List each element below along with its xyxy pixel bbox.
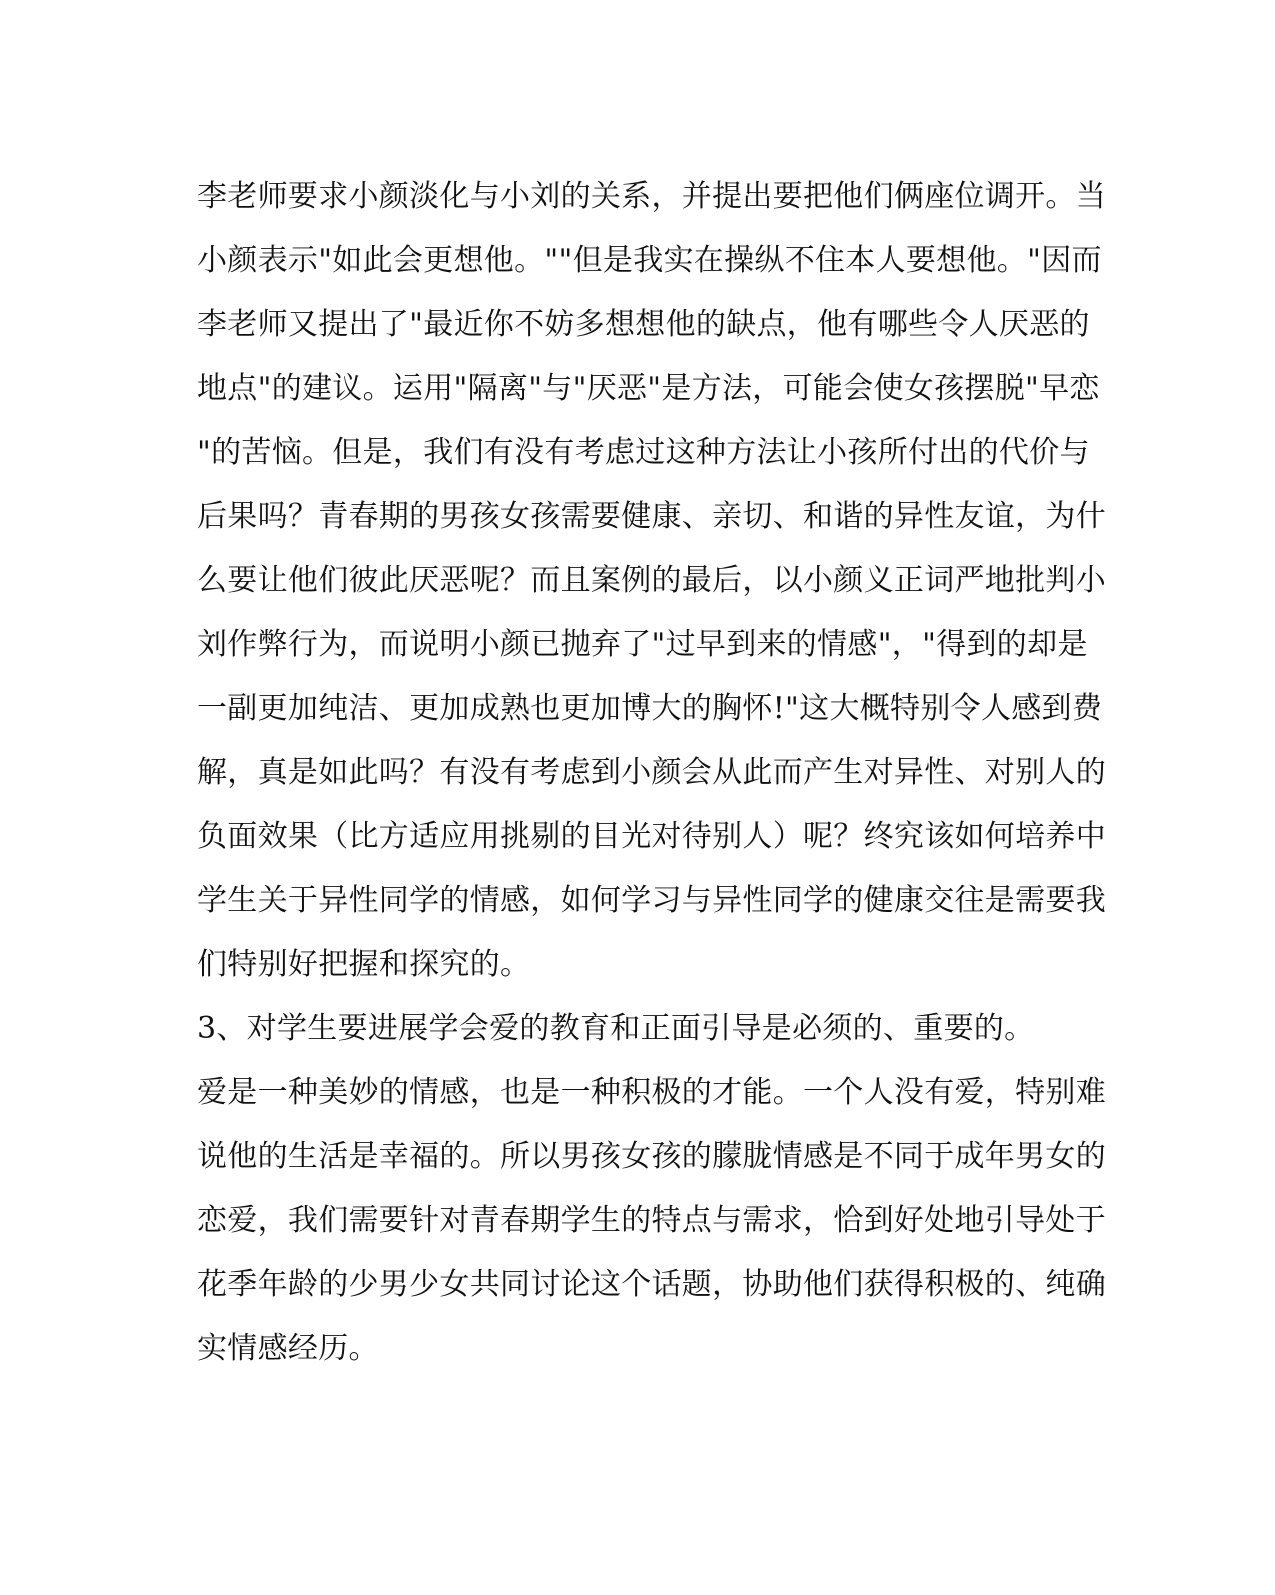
text-line: 们特别好把握和探究的。 <box>197 947 531 982</box>
text-line: 地点"的建议。运用"隔离"与"厌恶"是方法，可能会使女孩摆脱"早恋 <box>197 371 1100 406</box>
text-line: 花季年龄的少男少女共同讨论这个话题，协助他们获得积极的、纯确 <box>197 1267 1106 1302</box>
text-line: 解，真是如此吗？有没有考虑到小颜会从此而产生对异性、对别人的 <box>197 755 1106 790</box>
document-body <box>197 165 1106 1381</box>
text-line: 学生关于异性同学的情感，如何学习与异性同学的健康交往是需要我 <box>197 883 1106 918</box>
text-line: 说他的生活是幸福的。所以男孩女孩的朦胧情感是不同于成年男女的 <box>197 1139 1106 1174</box>
text-line: 后果吗？青春期的男孩女孩需要健康、亲切、和谐的异性友谊，为什 <box>197 499 1106 534</box>
text-line: 李老师又提出了"最近你不妨多想想他的缺点，他有哪些令人厌恶的 <box>197 307 1090 342</box>
text-line: 负面效果（比方适应用挑剔的目光对待别人）呢？终究该如何培养中 <box>197 819 1106 854</box>
text-line: 实情感经历。 <box>197 1331 379 1366</box>
text-line: "的苦恼。但是，我们有没有考虑过这种方法让小孩所付出的代价与 <box>197 435 1090 470</box>
text-line: 小颜表示"如此会更想他。""但是我实在操纵不住本人要想他。"因而 <box>197 243 1102 278</box>
heading-line: 3、对学生要进展学会爱的教育和正面引导是必须的、重要的。 <box>197 1011 1035 1046</box>
text-line: 恋爱，我们需要针对青春期学生的特点与需求，恰到好处地引导处于 <box>197 1203 1106 1238</box>
paragraph-2 <box>197 1061 1106 1381</box>
text-line: 刘作弊行为，而说明小颜已抛弃了"过早到来的情感"，"得到的却是 <box>197 627 1088 662</box>
text-line: 么要让他们彼此厌恶呢？而且案例的最后，以小颜义正词严地批判小 <box>197 563 1106 598</box>
text-line: 李老师要求小颜淡化与小刘的关系，并提出要把他们俩座位调开。当 <box>197 179 1106 214</box>
paragraph-1 <box>197 165 1106 997</box>
text-line: 一副更加纯洁、更加成熟也更加博大的胸怀!"这大概特别令人感到费 <box>197 691 1103 726</box>
text-line: 爱是一种美妙的情感，也是一种积极的才能。一个人没有爱，特别难 <box>197 1075 1106 1110</box>
section-heading-3 <box>197 997 1077 1061</box>
